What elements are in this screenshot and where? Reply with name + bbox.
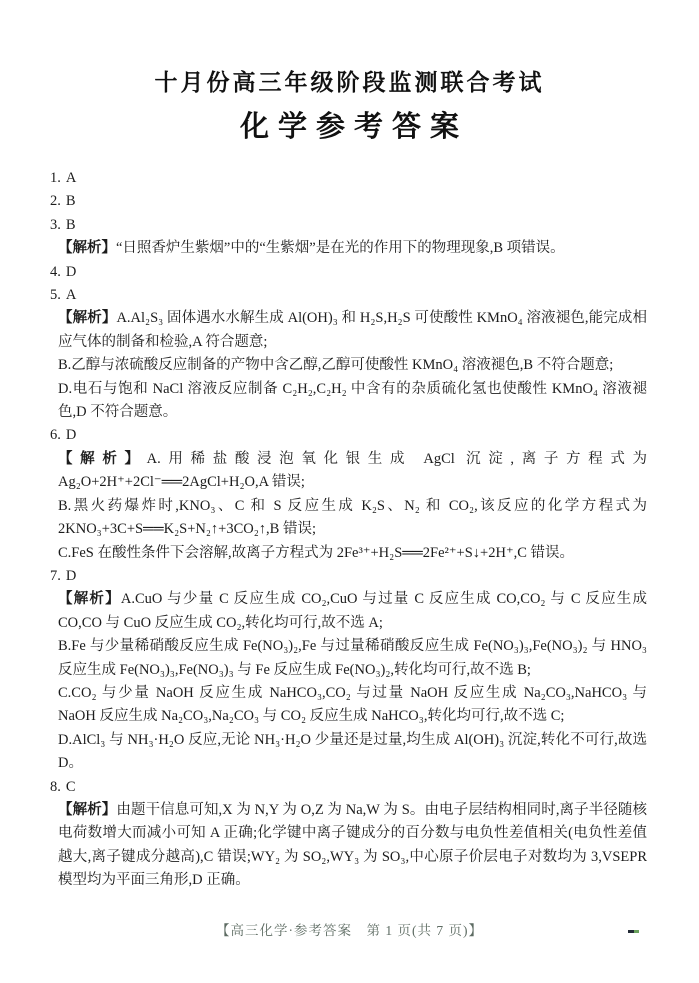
answer-item [50, 261, 647, 284]
analysis-paragraph [50, 307, 647, 354]
question-number: 5. [50, 287, 61, 304]
answer-item [50, 214, 647, 261]
analysis-text: A.Al₂S₃ 固体遇水水解生成 Al(OH)₃ 和 H₂S,H₂S 可使酸性 KMnO₄ 溶液褪色,能完成相应气体的制备和检验,A 符合题意; [58, 310, 647, 350]
analysis-text: C.CO₂ 与少量 NaOH 反应生成 NaHCO₃,CO₂ 与过量 NaOH 反应生成 Na₂CO₃,NaHCO₃ 与 NaOH 反应生成 Na₂CO₃,Na₂CO₃ 与 CO₂ 反应生成 NaHCO₃,转化均可行,故不选 C; [58, 684, 647, 725]
answer-line [50, 190, 647, 213]
analysis-paragraph [50, 448, 647, 495]
analysis-text: A.CuO 与少量 C 反应生成 CO₂,CuO 与过量 C 反应生成 CO,CO₂ 与 C 反应生成 CO,CO 与 CuO 反应生成 CO₂,转化均可行,故不选 A; [58, 591, 647, 631]
answer-letter: B [65, 216, 76, 233]
question-number: 4. [50, 263, 61, 280]
answer-item [50, 565, 647, 776]
question-number: 6. [50, 427, 61, 444]
exam-title: 十月份高三年级阶段监测联合考试 [154, 70, 545, 95]
answers-list [50, 167, 647, 893]
analysis-text: “日照香炉生紫烟”中的“生紫烟”是在光的作用下的物理现象,B 项错误。 [116, 240, 565, 257]
analysis-tag: 【解析】 [58, 240, 116, 257]
analysis-paragraph [50, 354, 647, 377]
analysis-tag: 【解析】 [58, 801, 117, 818]
analysis-text: B.乙醇与浓硫酸反应制备的产物中含乙醇,乙醇可使酸性 KMnO₄ 溶液褪色,B 不符合题意; [58, 357, 614, 374]
analysis-text: D.AlCl₃ 与 NH₃·H₂O 反应,无论 NH₃·H₂O 少量还是过量,均生成 Al(OH)₃ 沉淀,转化不可行,故选 D。 [58, 731, 647, 772]
analysis-text: C.FeS 在酸性条件下会溶解,故离子方程式为 2Fe³⁺+H₂S══2Fe²⁺+S↓+2H⁺,C 错误。 [58, 544, 575, 561]
analysis-text: B.黑火药爆炸时,KNO₃、C 和 S 反应生成 K₂S、N₂ 和 CO₂,该反应的化学方程式为 2KNO₃+3C+S══K₂S+N₂↑+3CO₂↑,B 错误; [58, 497, 647, 538]
answer-line [50, 284, 647, 307]
answer-line [50, 565, 647, 588]
analysis-text: 由题干信息可知,X 为 N,Y 为 O,Z 为 Na,W 为 S。由电子层结构相同时,离子半径随核电荷数增大而减小可知 A 正确;化学键中离子键成分的百分数与电负性差值相关(电负性差值越大,离子键成分越高),C 错误;WY₂ 为 SO₂,WY₃ 为 SO₃,中心原子价层电子对数均为 3,VSEPR 模型均为平面三角形,D 正确。 [58, 801, 648, 889]
answer-letter: B [65, 193, 76, 210]
question-number: 8. [50, 778, 61, 795]
answer-letter: C [65, 778, 76, 795]
page-footer [0, 919, 699, 939]
analysis-paragraph [50, 542, 647, 565]
question-number: 2. [50, 193, 61, 210]
question-number: 7. [50, 567, 61, 584]
answer-item [50, 776, 647, 893]
analysis-paragraph [50, 495, 647, 542]
answer-item [50, 167, 647, 190]
answer-line [50, 424, 647, 447]
question-number: 3. [50, 216, 61, 233]
answer-item [50, 284, 647, 424]
analysis-paragraph [50, 635, 647, 682]
page-footer-text: 【高三化学·参考答案 第 1 页(共 7 页)】 [216, 923, 483, 938]
answer-item [50, 190, 647, 213]
analysis-paragraph [50, 799, 647, 893]
analysis-paragraph [50, 588, 647, 635]
analysis-tag: 【解析】 [58, 591, 121, 608]
print-artifact-mark [628, 930, 639, 933]
answer-letter: A [65, 287, 77, 304]
answer-letter: D [65, 427, 77, 444]
page-header [0, 0, 699, 145]
answer-letter: D [65, 263, 77, 280]
answer-line [50, 261, 647, 284]
answer-item [50, 424, 647, 564]
analysis-text: D.电石与饱和 NaCl 溶液反应制备 C₂H₂,C₂H₂ 中含有的杂质硫化氢也使酸性 KMnO₄ 溶液褪色,D 不符合题意。 [58, 380, 647, 421]
analysis-paragraph [50, 729, 647, 776]
answer-letter: D [65, 567, 77, 584]
answer-line [50, 167, 647, 190]
subject-subtitle: 化学参考答案 [239, 111, 468, 143]
answer-letter: A [65, 170, 77, 186]
analysis-paragraph [50, 237, 647, 260]
analysis-text: B.Fe 与少量稀硝酸反应生成 Fe(NO₃)₂,Fe 与过量稀硝酸反应生成 Fe(NO₃)₃,Fe(NO₃)₂ 与 HNO₃ 反应生成 Fe(NO₃)₃,Fe(NO₃)₃ 与 Fe 反应生成 Fe(NO₃)₂,转化均可行,故不选 B; [58, 638, 647, 678]
analysis-tag: 【解析】 [58, 450, 147, 467]
analysis-paragraph [50, 378, 647, 425]
analysis-text: A.用稀盐酸浸泡氧化银生成 AgCl 沉淀,离子方程式为 Ag₂O+2H⁺+2Cl⁻══2AgCl+H₂O,A 错误; [58, 450, 647, 491]
question-number: 1. [50, 170, 61, 186]
analysis-tag: 【解析】 [58, 310, 117, 327]
answer-line [50, 776, 647, 799]
analysis-paragraph [50, 682, 647, 729]
answer-line [50, 214, 647, 237]
